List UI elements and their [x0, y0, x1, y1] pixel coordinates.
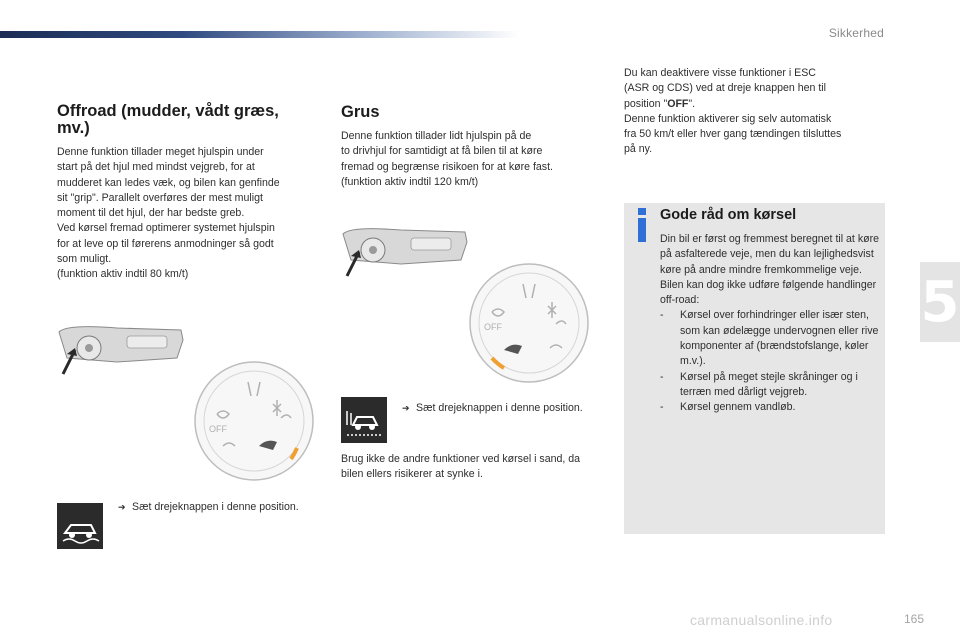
chapter-tab — [920, 262, 960, 342]
section-name: Sikkerhed — [828, 26, 884, 40]
offroad-instruction-text: Sæt drejeknappen i denne position. — [132, 501, 299, 513]
deactivate-text-before: Du kan deaktivere visse funktioner i ESC (ASR og CDS) ved at dreje knappen hen til position " — [624, 67, 826, 110]
offroad-title: Offroad (mudder, vådt græs, mv.) — [57, 102, 279, 137]
header-bar — [0, 31, 520, 38]
offroad-description: Denne funktion tillader meget hjulspin under start på det hjul med mindst vejgreb, for at mudderet kan ledes væk, og bilen kan genfinde sit "grip". Parallelt overføres der mest muligt moment til det hjul, der har bedste greb. Ved kørsel fremad optimerer systemet hjulspin for at leve op til førerens anmodninger så godt som muligt. (funktion aktiv indtil 80 km/t) — [57, 146, 280, 281]
gravel-description: Denne funktion tillader lidt hjulspin på de to drivhjul for samtidigt at få bilen til at køre fremad og begrænse risikoen for at køre fast. (funktion aktiv indtil 120 km/t) — [341, 130, 553, 188]
list-item: - Kørsel på meget stejle skråninger og i terræn med dårligt vejgreb. — [660, 370, 858, 398]
dashboard-pointer-icon — [341, 220, 469, 280]
deactivate-text — [624, 66, 894, 158]
dashboard-pointer-icon — [57, 318, 185, 378]
chapter-number: 5 — [920, 269, 960, 335]
page-number: 165 — [903, 612, 924, 626]
advice-title: Gode råd om kørsel — [660, 207, 797, 223]
knob-off-label: OFF — [484, 322, 502, 332]
deactivate-text-after: ". Denne funktion aktiverer sig selv automatisk fra 50 km/t eller hver gang tændingen tilsluttes på ny. — [624, 97, 842, 156]
offroad-mode-icon — [57, 503, 103, 549]
list-item: - Kørsel over forhindringer eller især sten, som kan ødelægge undervognen eller rive komponenter af (brændstofslange, køler m.v.). — [660, 309, 879, 368]
arrow-icon: ➔ — [402, 403, 410, 413]
advice-list — [660, 308, 880, 415]
knob-off-label: OFF — [209, 424, 227, 434]
offroad-instruction — [118, 500, 308, 515]
gravel-instruction — [402, 401, 592, 416]
knob-selector-icon — [468, 262, 590, 384]
gravel-title: Grus — [341, 103, 380, 121]
advice-intro: Din bil er først og fremmest beregnet til at køre på asfalterede veje, men du kan lejlighedsvist køre på andre mindre fremkommelige veje. — [660, 233, 880, 276]
watermark: carmanualsonline.info — [690, 612, 833, 628]
gravel-instruction-text: Sæt drejeknappen i denne position. — [416, 402, 583, 414]
sand-mode-icon — [341, 397, 387, 443]
info-icon — [636, 208, 648, 242]
off-label: OFF — [667, 97, 689, 110]
knob-selector-icon — [193, 360, 315, 482]
advice-intro-2: Bilen kan dog ikke udføre følgende handlinger off-road: — [660, 278, 877, 307]
gravel-warning: Brug ikke de andre funktioner ved kørsel i sand, da bilen ellers risikerer at synke i. — [341, 453, 581, 481]
arrow-icon: ➔ — [118, 502, 126, 512]
advice-content — [660, 232, 880, 416]
list-item: - Kørsel gennem vandløb. — [660, 401, 796, 414]
